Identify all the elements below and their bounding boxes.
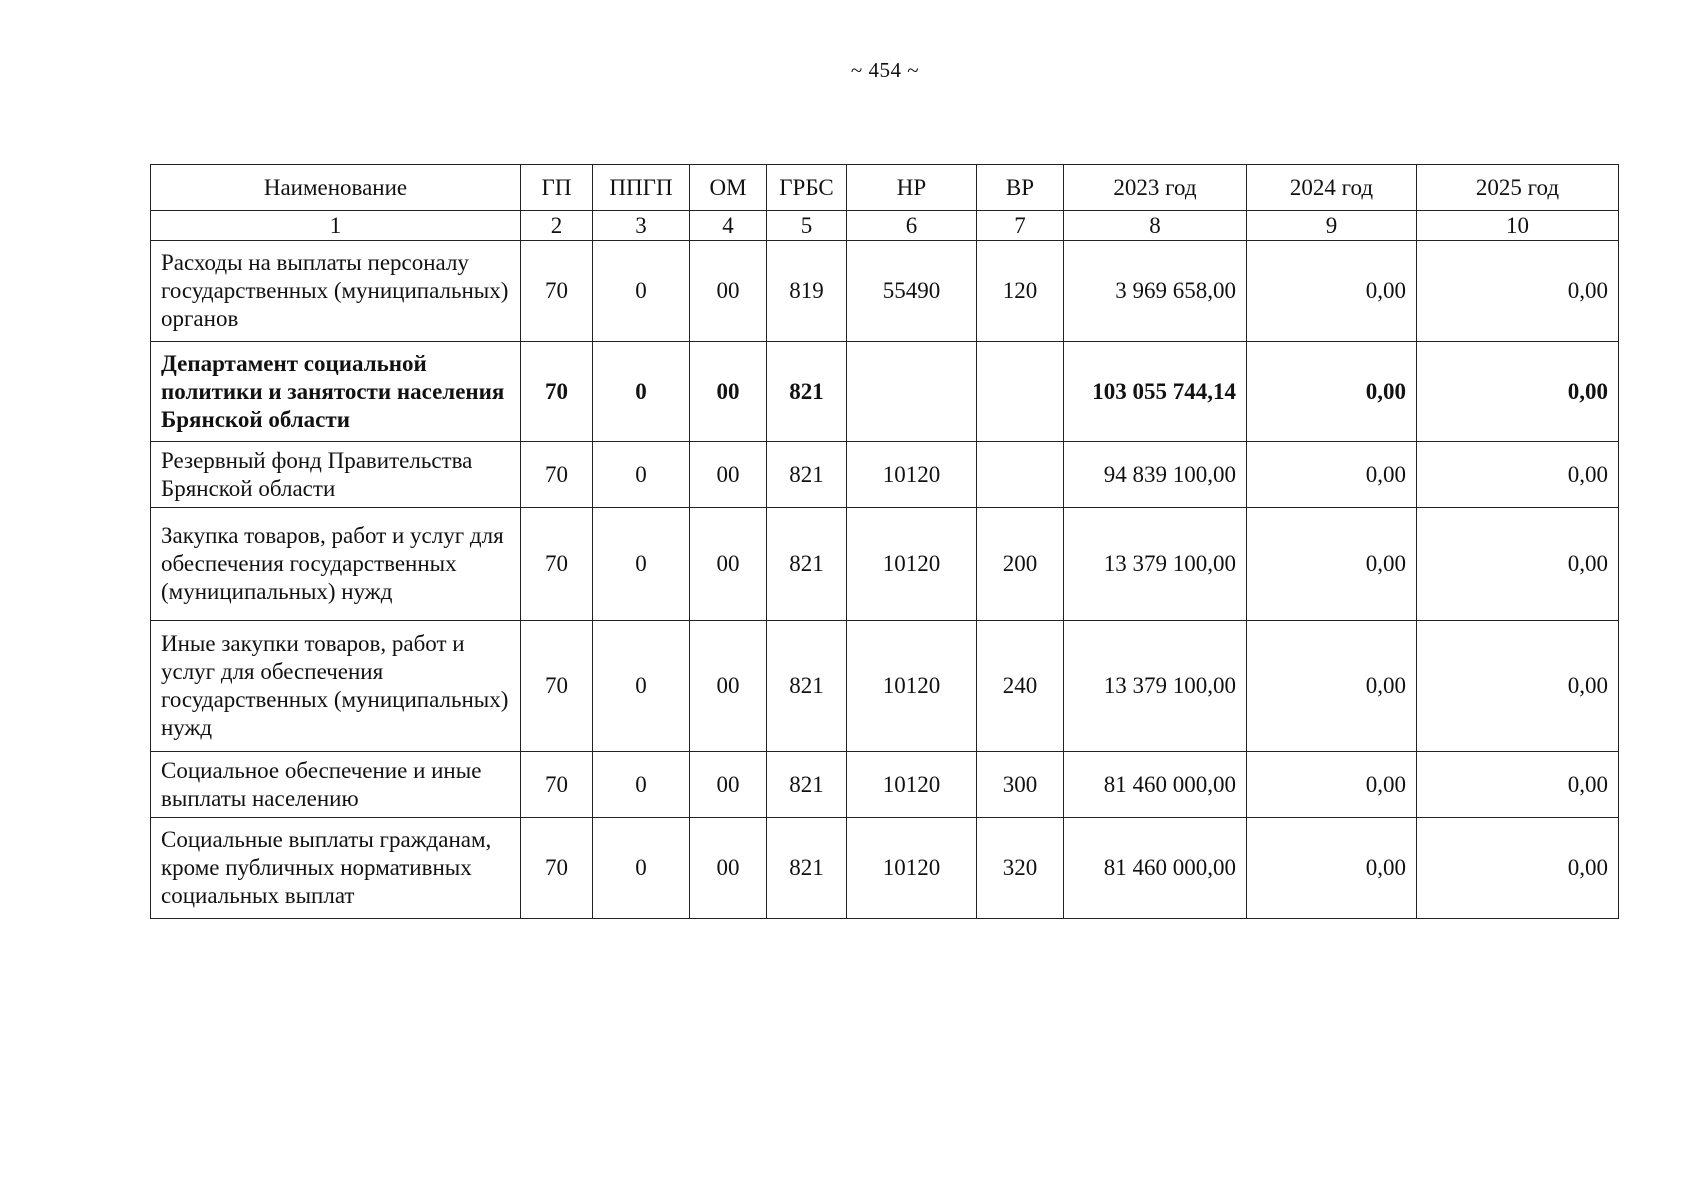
header-2025: 2025 год	[1417, 165, 1619, 211]
row-2025: 0,00	[1417, 818, 1619, 919]
row-vr	[977, 442, 1064, 508]
row-ppgp: 0	[593, 621, 690, 752]
row-gp: 70	[521, 818, 593, 919]
row-ppgp: 0	[593, 508, 690, 621]
page-number: ~ 454 ~	[850, 58, 920, 82]
row-2025: 0,00	[1417, 508, 1619, 621]
column-number: 10	[1417, 211, 1619, 241]
table-row	[151, 508, 1619, 621]
column-number: 1	[151, 211, 521, 241]
row-name: Департамент социальной политики и занятости населения Брянской области	[151, 342, 521, 442]
row-2023: 3 969 658,00	[1064, 241, 1247, 342]
row-grbs: 821	[767, 508, 847, 621]
table-row	[151, 241, 1619, 342]
row-ppgp: 0	[593, 442, 690, 508]
row-name: Резервный фонд Правительства Брянской области	[151, 442, 521, 508]
row-vr: 240	[977, 621, 1064, 752]
row-2024: 0,00	[1247, 342, 1417, 442]
row-grbs: 819	[767, 241, 847, 342]
column-number: 6	[847, 211, 977, 241]
table-row	[151, 621, 1619, 752]
table-row	[151, 818, 1619, 919]
column-number: 9	[1247, 211, 1417, 241]
column-number: 2	[521, 211, 593, 241]
header-grbs: ГРБС	[767, 165, 847, 211]
row-gp: 70	[521, 442, 593, 508]
row-2024: 0,00	[1247, 752, 1417, 818]
row-2023: 13 379 100,00	[1064, 508, 1247, 621]
row-2024: 0,00	[1247, 818, 1417, 919]
row-2023: 81 460 000,00	[1064, 752, 1247, 818]
row-ppgp: 0	[593, 752, 690, 818]
row-gp: 70	[521, 621, 593, 752]
row-name: Иные закупки товаров, работ и услуг для обеспечения государственных (муниципальных) нужд	[151, 621, 521, 752]
row-gp: 70	[521, 752, 593, 818]
row-name: Расходы на выплаты персоналу государственных (муниципальных) органов	[151, 241, 521, 342]
row-grbs: 821	[767, 621, 847, 752]
row-nr: 10120	[847, 818, 977, 919]
row-nr: 10120	[847, 752, 977, 818]
row-nr: 10120	[847, 621, 977, 752]
table-row	[151, 442, 1619, 508]
row-gp: 70	[521, 241, 593, 342]
row-om: 00	[690, 508, 767, 621]
row-2024: 0,00	[1247, 508, 1417, 621]
row-nr	[847, 342, 977, 442]
row-grbs: 821	[767, 342, 847, 442]
row-ppgp: 0	[593, 342, 690, 442]
row-om: 00	[690, 621, 767, 752]
row-om: 00	[690, 818, 767, 919]
table-row	[151, 752, 1619, 818]
header-vr: ВР	[977, 165, 1064, 211]
row-vr	[977, 342, 1064, 442]
row-nr: 10120	[847, 508, 977, 621]
row-vr: 120	[977, 241, 1064, 342]
header-2023: 2023 год	[1064, 165, 1247, 211]
column-number: 3	[593, 211, 690, 241]
row-2025: 0,00	[1417, 442, 1619, 508]
row-gp: 70	[521, 508, 593, 621]
row-2025: 0,00	[1417, 752, 1619, 818]
row-ppgp: 0	[593, 241, 690, 342]
row-vr: 320	[977, 818, 1064, 919]
row-grbs: 821	[767, 442, 847, 508]
row-2023: 13 379 100,00	[1064, 621, 1247, 752]
row-2024: 0,00	[1247, 241, 1417, 342]
row-name: Социальные выплаты гражданам, кроме публичных нормативных социальных выплат	[151, 818, 521, 919]
column-number: 4	[690, 211, 767, 241]
row-2025: 0,00	[1417, 342, 1619, 442]
row-grbs: 821	[767, 818, 847, 919]
row-2024: 0,00	[1247, 621, 1417, 752]
row-2024: 0,00	[1247, 442, 1417, 508]
table-header-row	[151, 165, 1619, 211]
row-2025: 0,00	[1417, 241, 1619, 342]
row-2025: 0,00	[1417, 621, 1619, 752]
row-om: 00	[690, 752, 767, 818]
row-vr: 300	[977, 752, 1064, 818]
row-gp: 70	[521, 342, 593, 442]
column-number: 8	[1064, 211, 1247, 241]
header-2024: 2024 год	[1247, 165, 1417, 211]
row-om: 00	[690, 442, 767, 508]
column-number-row	[151, 211, 1619, 241]
row-vr: 200	[977, 508, 1064, 621]
column-number: 7	[977, 211, 1064, 241]
row-nr: 10120	[847, 442, 977, 508]
column-number: 5	[767, 211, 847, 241]
row-nr: 55490	[847, 241, 977, 342]
row-2023: 103 055 744,14	[1064, 342, 1247, 442]
header-gp: ГП	[521, 165, 593, 211]
row-name: Закупка товаров, работ и услуг для обеспечения государственных (муниципальных) нужд	[151, 508, 521, 621]
table-row	[151, 342, 1619, 442]
row-om: 00	[690, 241, 767, 342]
row-2023: 94 839 100,00	[1064, 442, 1247, 508]
header-ppgp: ППГП	[593, 165, 690, 211]
header-name: Наименование	[151, 165, 521, 211]
row-2023: 81 460 000,00	[1064, 818, 1247, 919]
row-om: 00	[690, 342, 767, 442]
budget-table	[150, 164, 1619, 919]
header-om: ОМ	[690, 165, 767, 211]
row-name: Социальное обеспечение и иные выплаты населению	[151, 752, 521, 818]
row-grbs: 821	[767, 752, 847, 818]
row-ppgp: 0	[593, 818, 690, 919]
header-nr: НР	[847, 165, 977, 211]
